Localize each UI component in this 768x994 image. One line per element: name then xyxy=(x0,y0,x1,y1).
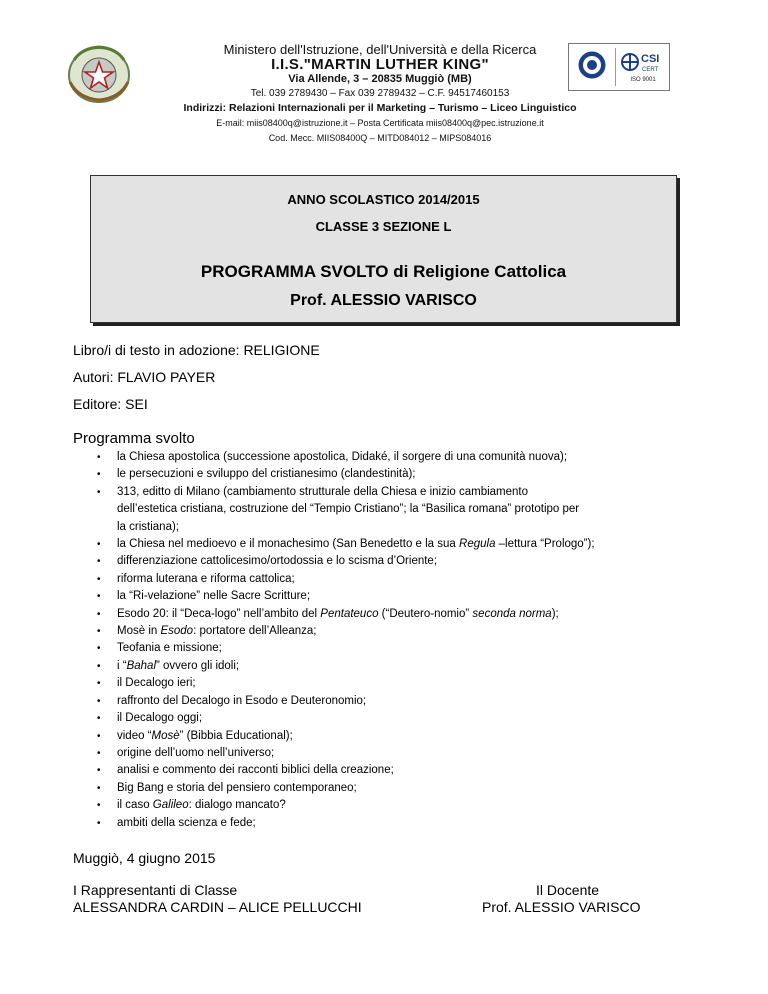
school-name: I.I.S."MARTIN LUTHER KING" xyxy=(271,55,489,73)
list-item-text xyxy=(117,797,670,814)
bullet-icon: • xyxy=(97,747,101,759)
italic-term: Bahal xyxy=(126,659,157,672)
list-item xyxy=(90,588,670,605)
bullet-icon: • xyxy=(97,800,101,812)
list-item-text: Teofania e missione; xyxy=(117,642,222,655)
list-item xyxy=(90,606,670,623)
csi-cert-logo-icon xyxy=(621,48,665,76)
list-item-text: differenziazione cattolicesimo/ortodossia e lo scisma d’Oriente; xyxy=(117,555,438,568)
list-item-text xyxy=(117,728,670,745)
list-item xyxy=(90,484,670,536)
professor-name: Prof. ALESSIO VARISCO xyxy=(290,292,477,309)
list-item xyxy=(90,710,670,727)
cert-divider xyxy=(615,48,616,86)
list-item-fragment: : portatore dell’Alleanza; xyxy=(193,625,317,638)
school-tracks: Indirizzi: Relazioni Internazionali per il Marketing – Turismo – Liceo Linguistico xyxy=(183,102,577,115)
bullet-icon: • xyxy=(97,556,101,568)
bullet-icon: • xyxy=(97,730,101,742)
list-item-text: il Decalogo ieri; xyxy=(117,677,196,690)
bullet-icon: • xyxy=(97,817,101,829)
bullet-icon: • xyxy=(97,469,101,481)
representatives-label: I Rappresentanti di Classe xyxy=(73,882,238,898)
authors-info: Autori: FLAVIO PAYER xyxy=(73,369,216,385)
bullet-icon: • xyxy=(97,452,101,463)
list-item-text: il Decalogo oggi; xyxy=(117,712,203,725)
list-item-fragment: ); xyxy=(551,607,559,620)
class-section: CLASSE 3 SEZIONE L xyxy=(315,219,452,234)
bullet-icon: • xyxy=(97,539,101,551)
list-item xyxy=(90,693,670,710)
publisher-info: Editore: SEI xyxy=(73,396,148,412)
list-item xyxy=(90,675,670,692)
list-item xyxy=(90,780,670,797)
list-item-text: Big Bang e storia del pensiero contemporaneo; xyxy=(117,781,357,794)
bullet-icon: • xyxy=(97,765,101,777)
list-item-text: la Chiesa apostolica (successione apostolica, Didaké, il sorgere di una comunità nuova); xyxy=(117,451,568,463)
list-item xyxy=(90,553,670,570)
list-item xyxy=(90,797,670,814)
list-item-fragment: i “ xyxy=(117,659,127,672)
program-title: PROGRAMMA SVOLTO di Religione Cattolica xyxy=(200,262,567,281)
list-item xyxy=(90,762,670,779)
list-item-fragment: la Chiesa nel medioevo e il monachesimo (San Benedetto e la sua xyxy=(117,538,460,551)
school-phone: Tel. 039 2789430 – Fax 039 2789432 – C.F. 94517460153 xyxy=(250,87,510,99)
list-item-text: origine dell’uomo nell’universo; xyxy=(117,746,275,759)
bullet-icon: • xyxy=(97,660,101,672)
school-codes: Cod. Mecc. MIIS08400Q – MITD084012 – MIPS084016 xyxy=(268,132,492,143)
list-item xyxy=(90,640,670,657)
bullet-icon: • xyxy=(97,643,101,655)
italic-term: Esodo xyxy=(160,625,194,638)
bullet-icon: • xyxy=(97,782,101,794)
list-item-fragment: : dialogo mancato? xyxy=(188,799,286,812)
list-item xyxy=(90,449,670,466)
list-item-text: 313, editto di Milano (cambiamento strutturale della Chiesa e inizio cambiamento xyxy=(117,485,529,498)
list-item-fragment: Mosè in xyxy=(117,625,161,638)
bullet-icon: • xyxy=(97,626,101,638)
title-box xyxy=(90,175,677,323)
certification-logo xyxy=(568,43,670,91)
list-item-text: analisi e commento dei racconti biblici della creazione; xyxy=(117,764,394,777)
school-year: ANNO SCOLASTICO 2014/2015 xyxy=(287,192,480,207)
cert-sub-text: CERT xyxy=(642,67,659,73)
list-item-fragment: il caso xyxy=(117,799,153,812)
teacher-label: Il Docente xyxy=(536,882,600,898)
list-item xyxy=(90,623,670,640)
list-item xyxy=(90,728,670,745)
bullet-icon: • xyxy=(97,695,101,707)
cert-brand-text: CSI xyxy=(641,53,660,65)
bullet-icon: • xyxy=(97,486,101,498)
list-item xyxy=(90,658,670,675)
teacher-name: Prof. ALESSIO VARISCO xyxy=(482,899,641,915)
program-section-title: Programma svolto xyxy=(73,430,195,447)
bullet-icon: • xyxy=(97,678,101,690)
school-email: E-mail: miis08400q@istruzione.it – Posta Certificata miis08400q@pec.istruzione.it xyxy=(216,117,544,128)
list-item-fragment: ” (Bibbia Educational); xyxy=(179,729,293,742)
list-item-fragment: video “ xyxy=(117,729,152,742)
list-item xyxy=(90,466,670,483)
list-item-text xyxy=(117,658,670,675)
topics-list xyxy=(90,449,670,832)
italic-term: Pentateuco xyxy=(320,607,379,620)
list-item-text: la cristiana); xyxy=(117,520,179,533)
list-item-fragment: Esodo 20: il “Deca-logo” nell’ambito del xyxy=(117,607,321,620)
italic-term: seconda norma xyxy=(472,607,552,620)
italic-term: Galileo xyxy=(152,799,189,812)
letterhead xyxy=(150,43,610,145)
bullet-icon: • xyxy=(97,608,101,620)
certification-seal-icon xyxy=(577,50,607,80)
bullet-icon: • xyxy=(97,573,101,585)
list-item-text: le persecuzioni e sviluppo del cristianesimo (clandestinità); xyxy=(117,468,416,481)
list-item xyxy=(90,745,670,762)
list-item-text: la “Ri-velazione” nelle Sacre Scritture; xyxy=(117,590,311,603)
ministry-name: Ministero dell'Istruzione, dell'Università e della Ricerca xyxy=(223,42,537,57)
list-item-text: raffronto del Decalogo in Esodo e Deuteronomio; xyxy=(117,694,367,707)
list-item-text xyxy=(117,536,670,553)
list-item-text: dell’estetica cristiana, costruzione del “Tempio Cristiano”; la “Basilica romana” prototipo per xyxy=(117,503,580,516)
list-item-fragment: –lettura “Prologo”); xyxy=(495,538,595,551)
list-item-text: riforma luterana e riforma cattolica; xyxy=(117,572,295,585)
list-item xyxy=(90,536,670,553)
list-item-text xyxy=(117,606,670,623)
document-date: Muggiò, 4 giugno 2015 xyxy=(73,850,216,866)
italic-term: Mosè xyxy=(151,729,180,742)
iso-label: ISO 9001 xyxy=(630,77,656,83)
italic-term: Regula xyxy=(459,538,496,551)
list-item xyxy=(90,815,670,832)
list-item-fragment: ” ovvero gli idoli; xyxy=(156,659,240,672)
textbook-info: Libro/i di testo in adozione: RELIGIONE xyxy=(73,342,320,358)
representatives-names: ALESSANDRA CARDIN – ALICE PELLUCCHI xyxy=(73,899,362,915)
italian-republic-emblem-icon xyxy=(64,42,134,104)
list-item xyxy=(90,571,670,588)
bullet-icon: • xyxy=(97,713,101,725)
list-item-fragment: (“Deutero-nomio” xyxy=(378,607,473,620)
bullet-icon: • xyxy=(97,591,101,603)
list-item-text: ambiti della scienza e fede; xyxy=(117,816,256,829)
school-address: Via Allende, 3 – 20835 Muggiò (MB) xyxy=(288,73,472,86)
list-item-text xyxy=(117,623,670,640)
